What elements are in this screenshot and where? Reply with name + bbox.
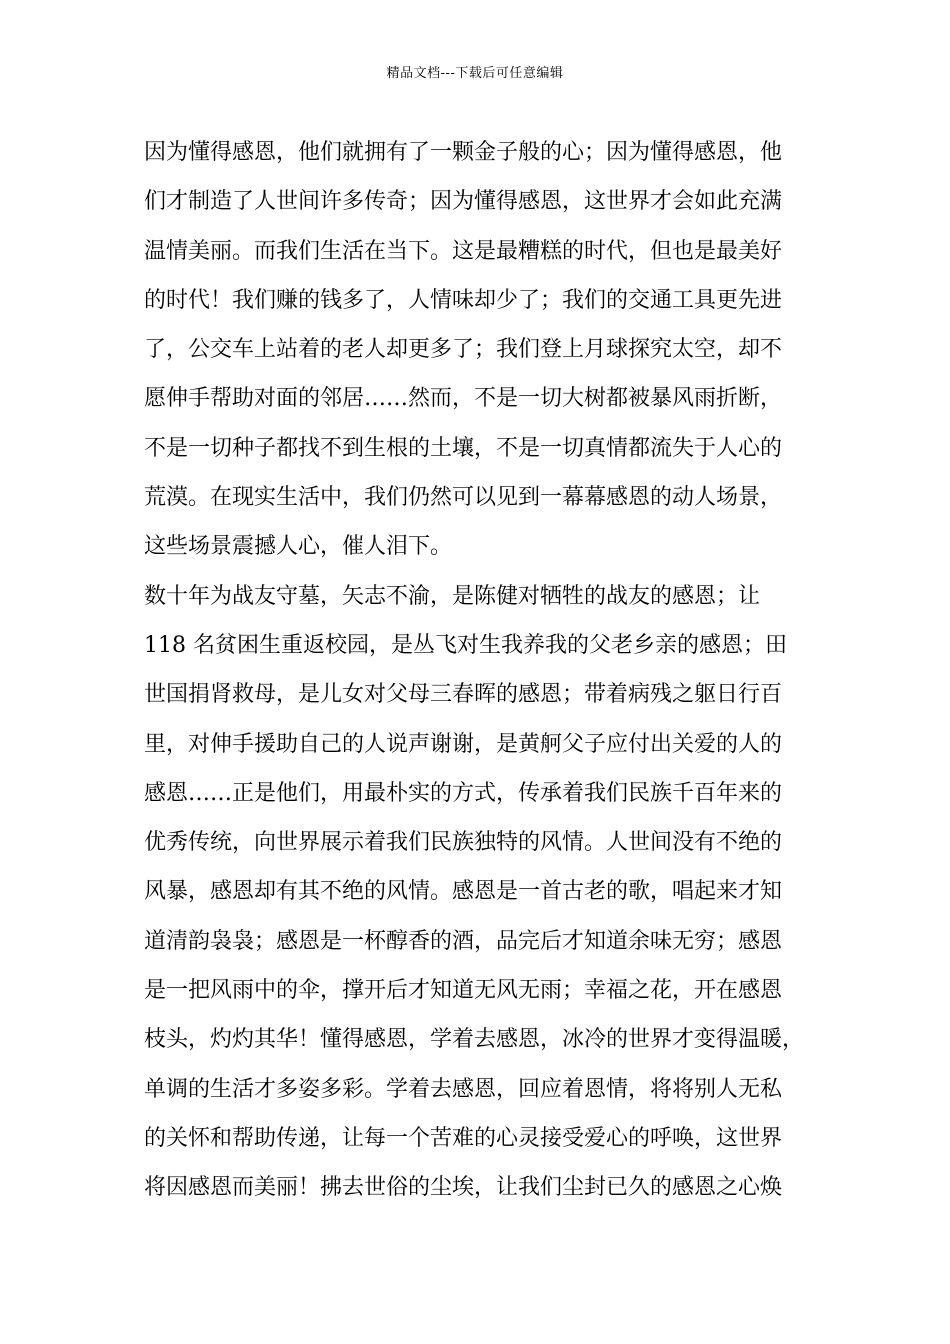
text-line: 们才制造了人世间许多传奇；因为懂得感恩，这世界才会如此充满 [144,189,783,215]
text-line: 数十年为战友守墓，矢志不渝，是陈健对牺牲的战友的感恩；让 [144,583,761,609]
text-line: 是一把风雨中的伞，撑开后才知道无风无雨；幸福之花，开在感恩 [144,978,783,1004]
text-line: 了，公交车上站着的老人却更多了；我们登上月球探究太空，却不 [144,337,783,363]
text-line: 这些场景震撼人心，催人泪下。 [144,534,453,560]
text-line: 的关怀和帮助传递，让每一个苦难的心灵接受爱心的呼唤，这世界 [144,1125,783,1151]
text-line: 感恩……正是他们，用最朴实的方式，传承着我们民族千百年来的 [144,780,783,806]
text-line: 道清韵袅袅；感恩是一杯醇香的酒，品完后才知道余味无穷；感恩 [144,928,783,954]
text-line: 不是一切种子都找不到生根的土壤，不是一切真情都流失于人心的 [144,435,783,461]
document-body [144,128,824,1213]
text-line: 将因感恩而美丽！拂去世俗的尘埃，让我们尘封已久的感恩之心焕 [144,1175,783,1201]
text-line: 118 名贫困生重返校园，是丛飞对生我养我的父老乡亲的感恩；田 [144,632,787,658]
text-line: 里，对伸手援助自己的人说声谢谢，是黄舸父子应付出关爱的人的 [144,731,783,757]
paragraph-2 [144,572,824,1213]
paragraph-1 [144,128,824,572]
text-line: 的时代！我们赚的钱多了，人情味却少了；我们的交通工具更先进 [144,287,783,313]
text-line: 风暴，感恩却有其不绝的风情。感恩是一首古老的歌，唱起来才知 [144,879,783,905]
text-line: 温情美丽。而我们生活在当下。这是最糟糕的时代，但也是最美好 [144,238,783,264]
text-line: 荒漠。在现实生活中，我们仍然可以见到一幕幕感恩的动人场景， [144,485,783,511]
text-line: 优秀传统，向世界展示着我们民族独特的风情。人世间没有不绝的 [144,830,783,856]
text-line: 世国捐肾救母，是儿女对父母三春晖的感恩；带着病残之躯日行百 [144,682,783,708]
text-line: 愿伸手帮助对面的邻居……然而，不是一切大树都被暴风雨折断， [144,386,783,412]
text-line: 单调的生活才多姿多彩。学着去感恩，回应着恩情，将将别人无私 [144,1076,783,1102]
text-line: 因为懂得感恩，他们就拥有了一颗金子般的心；因为懂得感恩，他 [144,140,783,165]
page-header: 精品文档---下载后可任意编辑 [386,66,564,81]
text-line: 枝头，灼灼其华！懂得感恩，学着去感恩，冰冷的世界才变得温暖， [144,1027,805,1053]
